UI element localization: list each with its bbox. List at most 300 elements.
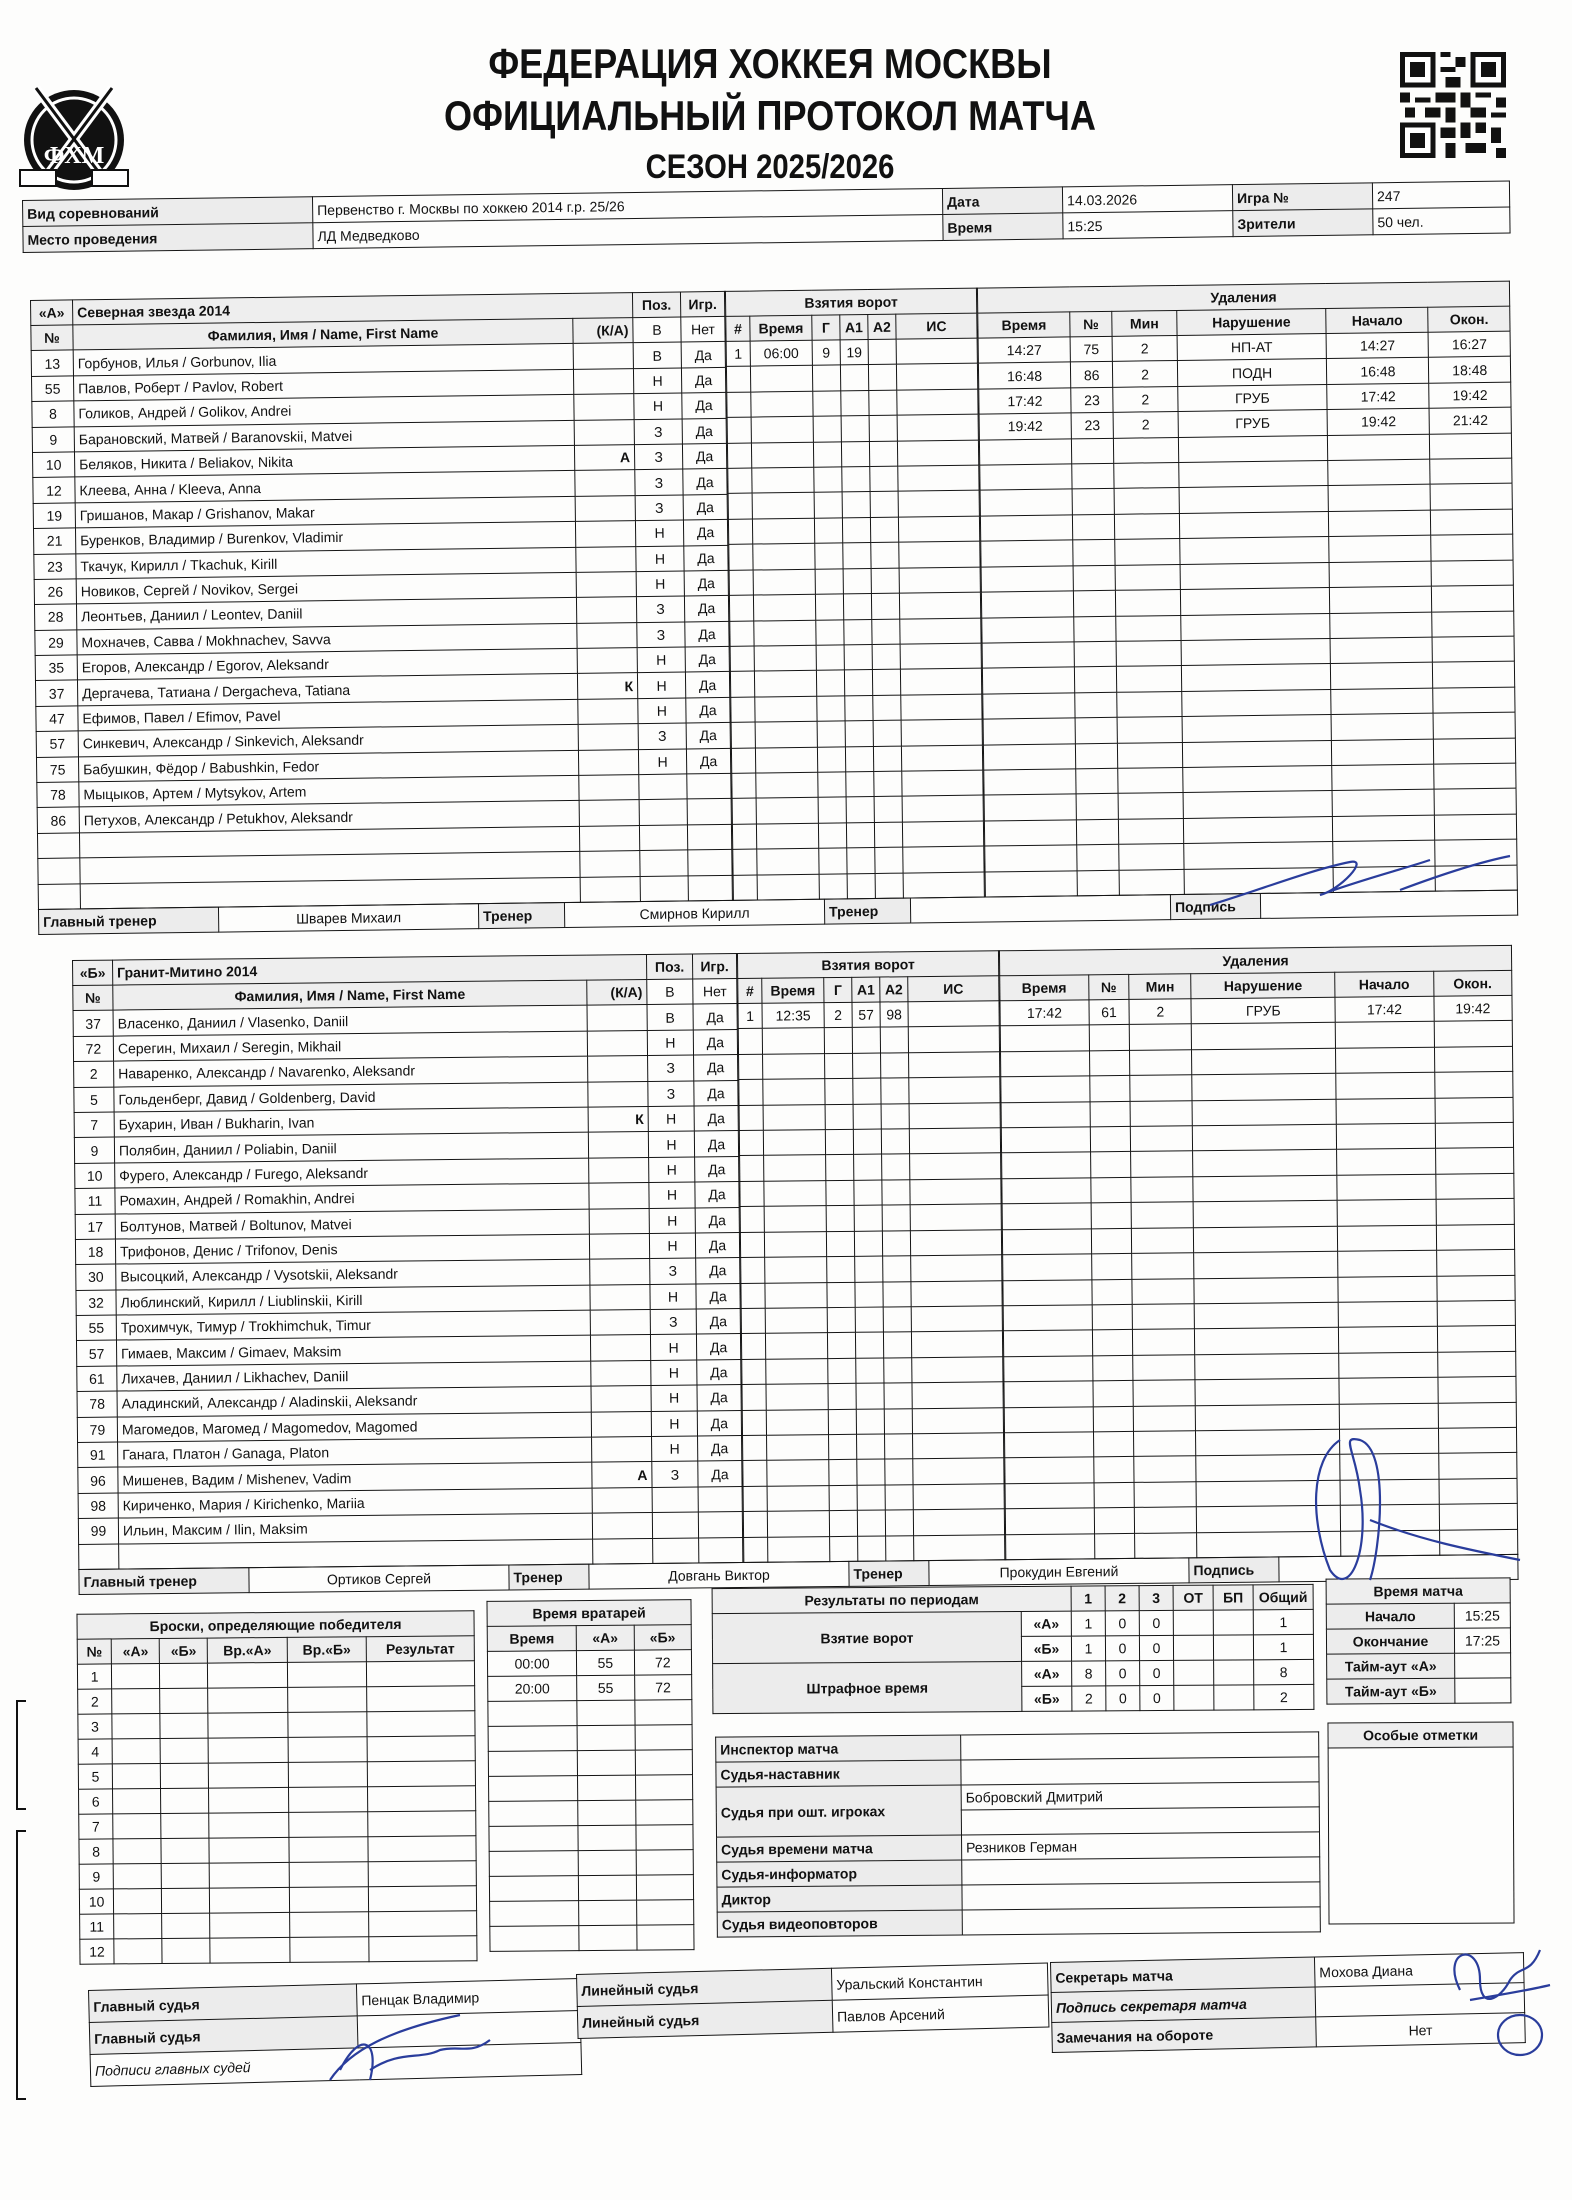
penalty-start <box>1339 1327 1438 1353</box>
penalty-end <box>1435 1097 1514 1123</box>
player-number: 10 <box>32 452 74 478</box>
penalty-time: 14:27 <box>978 337 1070 364</box>
player-number: 96 <box>78 1467 118 1493</box>
player-name: Трохимчук, Тимур / Trokhimchuk, Timur <box>116 1310 590 1340</box>
goal-a2 <box>870 517 898 543</box>
penalty-end <box>1436 1224 1515 1250</box>
player-name: Новиков, Сергей / Novikov, Sergei <box>76 572 576 604</box>
goal-a1 <box>845 746 873 772</box>
team-a-section <box>30 281 1518 935</box>
penalty-num <box>1089 1050 1130 1076</box>
goal-idx <box>742 1359 766 1385</box>
goal-row <box>741 1280 1002 1308</box>
period-value: 0 <box>1105 1636 1139 1661</box>
penalty-infraction <box>1196 1404 1340 1431</box>
penalty-end <box>1434 738 1516 764</box>
empty-cell <box>79 1544 119 1570</box>
player-played: Да <box>682 393 726 419</box>
goal-time <box>767 1485 829 1511</box>
special-notes-table <box>1327 1722 1514 1925</box>
empty-cell <box>38 883 80 909</box>
period-value: 1 <box>1253 1634 1313 1659</box>
goal-scorer <box>812 365 840 391</box>
penalty-min <box>1132 1253 1194 1279</box>
penalty-min <box>1130 1050 1192 1076</box>
goal-scorer <box>829 1510 857 1536</box>
goal-a1 <box>854 1231 882 1257</box>
shootout-row <box>78 1686 475 1714</box>
goal-time <box>767 1511 829 1537</box>
period-value: 2 <box>1254 1684 1314 1709</box>
penalty-num: 61 <box>1089 999 1130 1025</box>
goal-a2 <box>885 1434 913 1460</box>
penalty-min: 2 <box>1129 999 1191 1025</box>
goal-is <box>898 516 979 542</box>
shootout-cell <box>160 1688 208 1713</box>
goal-time <box>754 620 816 646</box>
player-captain-mark <box>590 1259 650 1285</box>
player-played: Да <box>695 1156 739 1182</box>
player-number: 75 <box>36 757 78 783</box>
player-number: 55 <box>31 376 73 402</box>
goal-idx <box>740 1181 764 1207</box>
player-name: Мишенев, Вадим / Mishenev, Vadim <box>118 1463 592 1493</box>
shootout-cell <box>367 1761 475 1787</box>
special-notes-field[interactable] <box>1328 1747 1514 1924</box>
player-pos: Н <box>651 1360 697 1386</box>
penalty-num <box>1090 1177 1131 1203</box>
player-name: Дергачева, Татиана / Dergacheva, Tatiana <box>77 674 577 706</box>
penalty-num <box>1091 1203 1132 1229</box>
period-results-table <box>712 1584 1315 1714</box>
goal-time <box>764 1231 826 1257</box>
goalie-b: 72 <box>634 1650 692 1676</box>
player-name: Высоцкий, Александр / Vysotskii, Aleksandr <box>116 1259 590 1289</box>
goal-is <box>908 1026 999 1052</box>
goalie-time-title: Время вратарей <box>487 1600 691 1627</box>
shootout-cell <box>287 1662 367 1688</box>
player-captain-mark <box>590 1284 650 1310</box>
goal-is <box>900 618 981 644</box>
inspector-label: Инспектор матча <box>716 1735 961 1762</box>
penalty-start <box>1336 1047 1435 1073</box>
player-captain-mark <box>576 597 636 623</box>
penalty-time <box>1001 1076 1090 1102</box>
goal-a1 <box>857 1510 885 1536</box>
penalty-end <box>1430 458 1512 484</box>
shootout-cell <box>290 1937 370 1963</box>
player-name: Гимаев, Максим / Gimaev, Maksim <box>116 1336 590 1366</box>
spectators-value: 50 чел. <box>1373 207 1510 235</box>
goal-is <box>909 1052 1000 1078</box>
coach-label: Тренер <box>509 1564 589 1590</box>
coach1-value: Смирнов Кирилл <box>564 899 824 927</box>
goal-time <box>765 1333 827 1359</box>
period-value: 2 <box>1072 1686 1106 1711</box>
penalty-num <box>1072 463 1114 489</box>
penalty-end <box>1434 763 1516 789</box>
goal-row <box>739 1077 1000 1105</box>
period-value: 1 <box>1253 1609 1313 1634</box>
signature-label: Подпись <box>1189 1557 1279 1583</box>
penalty-min <box>1131 1151 1193 1177</box>
empty-cell <box>688 875 732 901</box>
goal-row <box>731 694 982 723</box>
player-captain-mark <box>578 698 638 724</box>
penalty-infraction <box>1193 1124 1337 1151</box>
period-3-header: 3 <box>1139 1585 1173 1610</box>
penalty-end <box>1431 509 1513 535</box>
shootout-cell <box>288 1812 368 1838</box>
penalty-time <box>1004 1406 1093 1432</box>
penalty-min <box>1115 513 1180 539</box>
player-pos: З <box>650 1258 696 1284</box>
goal-time <box>755 747 817 773</box>
penalty-infraction <box>1195 1378 1339 1405</box>
date-label: Дата <box>942 187 1062 215</box>
penalty-start: 17:42 <box>1327 383 1430 410</box>
goalie-time-header: Время <box>487 1626 576 1652</box>
goal-idx <box>731 748 755 774</box>
penalty-start <box>1332 764 1435 791</box>
penalty-infraction: ГРУБ <box>1191 997 1335 1024</box>
goal-a2 <box>882 1205 910 1231</box>
penalty-box-value-1: Бобровский Дмитрий <box>961 1782 1319 1810</box>
goalie-time-table <box>486 1599 694 1952</box>
goal-row <box>729 592 980 621</box>
goal-row <box>728 465 979 494</box>
player-played: Да <box>685 621 729 647</box>
player-pos: Н <box>648 1106 694 1132</box>
goal-a1 <box>841 441 869 467</box>
goal-is <box>897 414 978 440</box>
player-played: Да <box>695 1232 739 1258</box>
goal-row <box>742 1407 1003 1435</box>
penalty-end <box>1437 1300 1516 1326</box>
penalty-num <box>1072 489 1114 515</box>
goal-time <box>767 1460 829 1486</box>
penalty-min <box>1134 1482 1196 1508</box>
goal-idx <box>741 1283 765 1309</box>
player-pos: З <box>650 1309 696 1335</box>
penalty-num: 23 <box>1071 387 1113 413</box>
penalty-num <box>1074 641 1116 667</box>
competition-label: Вид соревнований <box>23 197 313 227</box>
goal-is <box>901 694 982 720</box>
player-pos: З <box>648 1081 694 1107</box>
period-ot-header: ОТ <box>1173 1585 1213 1610</box>
penalty-num <box>1073 540 1115 566</box>
penalty-start <box>1337 1174 1436 1200</box>
player-number: 23 <box>34 553 76 579</box>
goal-is <box>896 364 977 390</box>
shootout-header: Вр.«А» <box>208 1637 288 1663</box>
informer-label: Судья-информатор <box>717 1860 962 1887</box>
goal-row <box>729 541 980 570</box>
shootout-cell <box>208 1712 288 1738</box>
goalie-row <box>488 1675 692 1702</box>
goal-scorer <box>829 1485 857 1511</box>
goal-idx <box>732 798 756 824</box>
goal-idx <box>741 1334 765 1360</box>
goal-row <box>743 1458 1004 1486</box>
penalty-time <box>984 820 1076 847</box>
team-b-roster <box>72 953 743 1570</box>
goal-is <box>911 1280 1002 1306</box>
penalty-start <box>1333 815 1436 842</box>
goal-scorer <box>816 670 844 696</box>
penalty-min <box>1117 691 1182 717</box>
penalty-infraction <box>1194 1226 1338 1253</box>
player-name: Гришанов, Макар / Grishanov, Makar <box>75 496 575 528</box>
penalty-num <box>1089 1076 1130 1102</box>
player-pos: В <box>647 979 693 1005</box>
player-pos: Н <box>648 1131 694 1157</box>
player-pos: Н <box>649 1233 695 1259</box>
penalty-num <box>1091 1254 1132 1280</box>
player-captain-mark <box>574 394 634 420</box>
match-start-value: 15:25 <box>1454 1603 1510 1628</box>
goal-row <box>741 1255 1002 1283</box>
penalty-start <box>1337 1200 1436 1226</box>
player-captain-mark: А <box>574 445 634 471</box>
goal-scorer <box>818 823 846 849</box>
period-value <box>1214 1685 1254 1710</box>
player-pos <box>639 774 687 800</box>
team-a-tag: «А» <box>1021 1611 1071 1636</box>
player-number: 78 <box>77 1391 117 1417</box>
goal-idx <box>741 1257 765 1283</box>
penalty-min <box>1134 1507 1196 1533</box>
goal-scorer <box>829 1434 857 1460</box>
shootout-cell <box>161 1813 209 1838</box>
goal-row <box>743 1433 1004 1461</box>
player-number: 57 <box>76 1341 116 1367</box>
goalie-a <box>578 1875 636 1901</box>
player-name: Власенко, Даниил / Vlasenko, Daniil <box>113 1006 587 1036</box>
goal-scorer <box>828 1383 856 1409</box>
linesman-label-2: Линейный судья <box>577 2000 833 2038</box>
player-played: Нет <box>681 316 725 342</box>
penalty-num <box>1075 743 1117 769</box>
player-captain-mark <box>576 546 636 572</box>
player-played: Да <box>696 1258 740 1284</box>
penalty-num: 75 <box>1070 336 1112 362</box>
goal-a1 <box>846 797 874 823</box>
player-name: Ткачук, Кирилл / Tkachuk, Kirill <box>76 547 576 579</box>
goal-scorer <box>829 1460 857 1486</box>
goal-idx <box>727 443 751 469</box>
shootout-header: «Б» <box>159 1638 207 1663</box>
goal-time <box>756 823 818 849</box>
goal-scorer <box>826 1231 854 1257</box>
penalty-start <box>1339 1403 1438 1429</box>
penalty-time: 19:42 <box>979 413 1071 440</box>
goal-time: 06:00 <box>750 340 812 366</box>
goal-a1 <box>842 467 870 493</box>
player-number: 98 <box>78 1493 118 1519</box>
shootout-row <box>79 1861 476 1889</box>
goal-time <box>752 467 814 493</box>
goal-is <box>910 1229 1001 1255</box>
penalty-end <box>1438 1402 1517 1428</box>
penalty-time <box>980 515 1072 542</box>
penalty-min <box>1132 1278 1194 1304</box>
goal-time <box>767 1435 829 1461</box>
player-pos: Н <box>634 393 682 419</box>
empty-cell <box>593 1538 653 1564</box>
coach-label: Тренер <box>478 903 564 929</box>
goalie-time: 20:00 <box>488 1676 577 1702</box>
goal-a2 <box>882 1154 910 1180</box>
goal-a1-header: А1 <box>852 977 880 1002</box>
period-value: 0 <box>1139 1610 1173 1635</box>
shootout-cell <box>367 1711 475 1737</box>
goal-time <box>765 1257 827 1283</box>
pen-infraction-header: Нарушение <box>1176 309 1326 336</box>
pim-row-label: Штрафное время <box>713 1661 1022 1713</box>
video-referee-label: Судья видеоповторов <box>717 1910 962 1937</box>
penalties-title: Удаления <box>977 281 1509 313</box>
goalie-a: 55 <box>577 1650 635 1676</box>
goal-time <box>752 518 814 544</box>
goal-a2 <box>868 365 896 391</box>
goal-idx <box>729 544 753 570</box>
goal-a1 <box>841 390 869 416</box>
player-played: Да <box>686 723 730 749</box>
secretary-signature-label: Подпись секретаря матча <box>1051 1987 1316 2023</box>
penalty-start <box>1328 485 1431 512</box>
goal-row <box>743 1484 1004 1512</box>
timeout-b-label: Тайм-аут «Б» <box>1327 1678 1455 1704</box>
penalty-time <box>1004 1381 1093 1407</box>
goal-idx <box>728 519 752 545</box>
goal-time <box>753 569 815 595</box>
penalty-start <box>1328 434 1431 461</box>
goal-a1 <box>856 1409 884 1435</box>
goal-scorer <box>813 391 841 417</box>
player-number: 86 <box>37 807 79 833</box>
penalty-min <box>1131 1177 1193 1203</box>
goal-a2 <box>869 415 897 441</box>
remarks-value: Нет <box>1316 2013 1526 2047</box>
penalty-infraction <box>1193 1201 1337 1228</box>
penalty-end <box>1432 611 1514 637</box>
team-a-signature-icon <box>1200 850 1520 920</box>
penalty-start <box>1338 1301 1437 1327</box>
player-played: Да <box>694 1055 738 1081</box>
penalty-num <box>1093 1457 1134 1483</box>
player-name: Люблинский, Кирилл / Liublinskii, Kirill <box>116 1285 590 1315</box>
goal-is <box>900 668 981 694</box>
penalty-num <box>1073 565 1115 591</box>
shootout-cell <box>162 1913 210 1938</box>
shootout-cell <box>366 1661 474 1687</box>
penalty-start <box>1330 637 1433 664</box>
player-played <box>698 1486 742 1512</box>
player-captain-mark <box>587 1005 647 1031</box>
pen-min-header: Мин <box>1129 974 1191 1000</box>
goal-a2 <box>880 1027 908 1053</box>
referee-signatures-label: Подписи главных судей <box>90 2042 582 2086</box>
team-b-name: Гранит-Митино 2014 <box>113 954 647 985</box>
penalty-infraction <box>1195 1328 1339 1355</box>
goal-is-header: ИС <box>908 976 999 1002</box>
player-captain-mark <box>577 622 637 648</box>
player-name: Серегин, Михаил / Seregin, Mikhail <box>113 1031 587 1061</box>
player-pos: Н <box>637 647 685 673</box>
penalty-min <box>1130 1075 1192 1101</box>
penalty-start <box>1330 586 1433 613</box>
penalty-time <box>1005 1508 1094 1534</box>
player-number: 29 <box>35 630 77 656</box>
shootout-cell <box>160 1738 208 1763</box>
player-captain-mark <box>573 343 633 369</box>
player-captain-mark <box>589 1157 649 1183</box>
player-pos: В <box>647 1004 693 1030</box>
player-played: Да <box>683 494 727 520</box>
player-captain-mark <box>587 1030 647 1056</box>
player-captain-mark <box>592 1513 652 1539</box>
goal-a2 <box>884 1408 912 1434</box>
video-referee-value <box>962 1907 1320 1935</box>
goal-time <box>750 366 812 392</box>
shootout-cell <box>210 1937 290 1963</box>
goal-row <box>738 1001 999 1029</box>
goal-a2 <box>881 1129 909 1155</box>
period-value <box>1173 1610 1213 1635</box>
shootout-number: 6 <box>79 1789 113 1814</box>
goal-row <box>742 1382 1003 1410</box>
penalty-infraction <box>1179 537 1329 564</box>
goal-is <box>911 1331 1002 1357</box>
competition-value: Первенство г. Москвы по хоккею 2014 г.р. 25/26 <box>312 188 942 222</box>
penalty-infraction <box>1195 1353 1339 1380</box>
player-captain-mark <box>589 1233 649 1259</box>
goal-idx <box>730 646 754 672</box>
shootout-number: 5 <box>78 1764 112 1789</box>
player-played: Да <box>695 1182 739 1208</box>
goal-row <box>740 1204 1001 1232</box>
shootout-cell <box>162 1938 210 1963</box>
player-captain-mark <box>579 775 639 801</box>
penalty-time <box>1001 1102 1090 1128</box>
goal-is <box>914 1534 1005 1560</box>
penalty-time <box>1005 1457 1094 1483</box>
goal-a2 <box>869 441 897 467</box>
shootout-cell <box>208 1662 288 1688</box>
player-number: 19 <box>33 503 75 529</box>
player-captain-mark <box>591 1411 651 1437</box>
penalty-num <box>1075 692 1117 718</box>
penalty-start <box>1338 1225 1437 1251</box>
goal-is <box>902 795 983 821</box>
shootout-cell <box>113 1814 161 1839</box>
goal-row <box>733 872 984 901</box>
penalty-min <box>1118 767 1183 793</box>
penalty-end <box>1435 1122 1514 1148</box>
player-captain-mark: К <box>588 1106 648 1132</box>
player-number: 12 <box>33 477 75 503</box>
timeout-b-value <box>1455 1678 1511 1703</box>
goal-idx <box>741 1308 765 1334</box>
penalty-infraction: ГРУБ <box>1177 384 1327 411</box>
goal-row <box>730 668 981 697</box>
player-captain-mark <box>588 1132 648 1158</box>
goal-time <box>766 1384 828 1410</box>
empty-cell <box>580 851 640 877</box>
time-label: Время <box>943 213 1063 241</box>
